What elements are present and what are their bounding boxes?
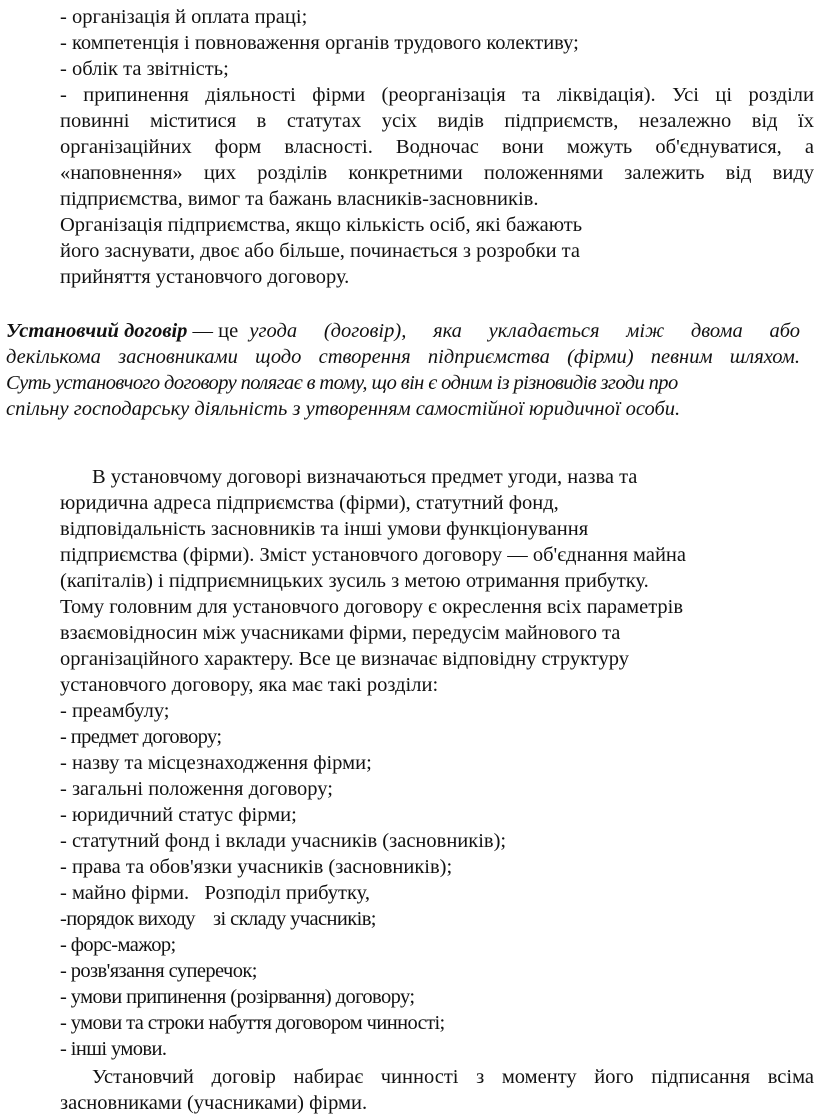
paragraph-line: Тому головним для установчого договору є окреслення всіх параметрів [60,596,684,618]
paragraph-line: засновниками (учасниками) фірми. [60,1092,368,1114]
list-item: - юридичний статус фірми; [60,804,297,826]
paragraph-line: підприємства (фірми). Зміст установчого договору — об'єднання майна [60,544,686,566]
definition-lead [6,318,243,344]
paragraph-line: організаційних форм власності. Водночас вони можуть об'єднуватися, а [60,136,814,158]
paragraph-line: установчого договору, яка має такі розділи: [60,674,439,696]
list-item: - компетенція і повноваження органів трудового колективу; [60,32,579,54]
definition-line: спільну господарську діяльність з утворенням самостійної юридичної особи. [6,398,681,420]
definition-text: угода (договір), яка укладається між двома або [249,320,800,342]
paragraph-line: Організація підприємства, якщо кількість осіб, які бажають [60,214,583,236]
list-item: - права та обов'язки учасників (засновників); [60,856,453,878]
paragraph-line: «наповнення» цих розділів конкретними положеннями залежить від виду [60,162,814,184]
paragraph-line: підприємства, вимог та бажань власників-засновників. [60,188,539,210]
definition-line: декількома засновниками щодо створення підприємства (фірми) певним шляхом. [6,346,800,368]
list-item: - загальні положення договору; [60,778,333,800]
paragraph-line: (капіталів) і підприємницьких зусиль з метою отримання прибутку. [60,570,649,592]
list-item: - умови припинення (розірвання) договору; [60,986,415,1008]
list-item: - назву та місцезнаходження фірми; [60,752,372,774]
list-item: - майно фірми. Розподіл прибутку, [60,882,370,904]
list-item: - інші умови. [60,1038,167,1060]
list-item: - форс-мажор; [60,934,176,956]
paragraph-line: організаційного характеру. Все це визначає відповідну структуру [60,648,629,670]
list-item: - статутний фонд і вклади учасників (засновників); [60,830,507,852]
paragraph-line: повинні міститися в статутах усіх видів підприємств, незалежно від їх [60,110,814,132]
paragraph-line: його заснувати, двоє або більше, починається з розробки та [60,240,580,262]
definition-line: Суть установчого договору полягає в тому, що він є одним із різновидів згоди про [6,372,678,394]
definition-term: Установчий договір [6,320,188,342]
definition-first-line [6,318,800,344]
list-item: - преамбулу; [60,700,170,722]
paragraph-line: прийняття установчого договору. [60,266,350,288]
paragraph-line: - припинення діяльності фірми (реорганізація та ліквідація). Усі ці розділи [60,84,814,106]
definition-dash: — це [187,320,244,342]
list-item: - облік та звітність; [60,58,229,80]
paragraph-line: Установчий договір набирає чинності з моменту його підписання всіма [92,1066,814,1088]
list-item: - організація й оплата праці; [60,6,308,28]
list-item: - розв'язання суперечок; [60,960,257,982]
list-item: -порядок виходу зі складу учасників; [60,908,376,930]
list-item: - умови та строки набуття договором чинності; [60,1012,445,1034]
paragraph-line: відповідальність засновників та інші умови функціонування [60,518,589,540]
list-item: - предмет договору; [60,726,222,748]
paragraph-line: взаємовідносин між учасниками фірми, передусім майнового та [60,622,621,644]
paragraph-line: юридична адреса підприємства (фірми), статутний фонд, [60,492,559,514]
paragraph-line: В установчому договорі визначаються предмет угоди, назва та [92,466,638,488]
